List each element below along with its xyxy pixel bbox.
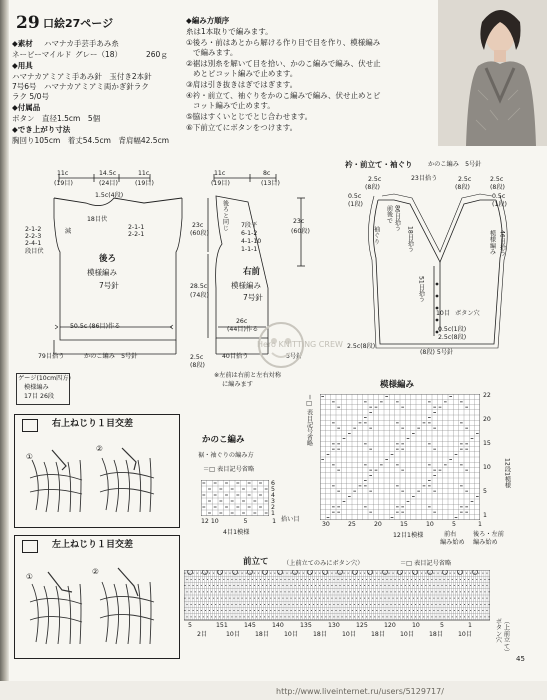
back-shoulder-sts-r: (19目) [135, 180, 154, 187]
book-spine [0, 0, 9, 700]
step-2b: めとピコット編みで止めます。 [193, 69, 298, 78]
kanoko-repeat: 4目1模様 [223, 529, 250, 536]
step-1: ①後ろ・前はあとから解ける作り目で目を作り、模様編み [186, 38, 381, 47]
kanoko-row-number-0: 6 [271, 480, 275, 487]
front-title: 右前 [243, 267, 261, 277]
front-body-height: 28.5c [190, 283, 208, 290]
collar-knit-label: 模様編み [488, 230, 496, 255]
band-spacing-4: 18目 [313, 631, 328, 638]
band-spacing-9: 10目 [458, 631, 473, 638]
back-decrease-mark: 減 [65, 228, 72, 235]
moyo-grid [320, 394, 480, 520]
step-4b: コット編みで止めます。 [193, 101, 275, 110]
back-neck-bindoff: 18目伏 [87, 216, 108, 223]
front-neck-rows: (60段) [291, 228, 310, 235]
collar-edge-2-rows: (8段) [455, 184, 470, 191]
moyo-col-number-6: 1 [478, 521, 482, 528]
back-shoulder-sts: (19目) [54, 180, 73, 187]
page-number: 45 [516, 655, 525, 663]
moyo-col-number-2: 20 [374, 521, 382, 528]
moyo-legend: ＝□ 表目記号省略 [305, 394, 313, 447]
front-shoulder-note: 後ろと同じ [221, 200, 229, 231]
kanoko-subtitle: 裾・袖ぐりの編み方 [198, 452, 254, 459]
kanoko-row-number-2: 4 [271, 492, 275, 499]
materials-heading: ◆素材 [12, 39, 33, 48]
moyo-row-number-1: 20 [483, 416, 491, 423]
back-dec-2: 2-2-3 [25, 233, 42, 240]
front-dec-2: 6-1-2 [241, 230, 258, 237]
tools-heading: ◆用具 [12, 61, 33, 70]
back-shoulder-width-r: 11c [138, 170, 150, 177]
model-photo [438, 0, 547, 146]
collar-pickup-back: 23目拾う [411, 175, 438, 182]
moyo-start-back-2: 編み始め [473, 539, 498, 546]
collar-note-1: 前後で [385, 205, 393, 224]
back-shoulder-width: 11c [57, 170, 69, 177]
collar-edge-5: 0.5c [492, 193, 506, 200]
collar-buttonhole: ボタン穴 [455, 310, 480, 317]
moyo-col-number-5: 5 [452, 521, 456, 528]
moyo-row-number-4: 5 [483, 488, 487, 495]
collar-edge-3: 0.5c [348, 193, 362, 200]
collar-edge-1: 2.5c [368, 176, 382, 183]
band-col-number-8: 10 [412, 622, 420, 629]
watermark-text: Hero KNITTING CREW [257, 340, 343, 349]
front-neck-width: 8c [263, 170, 271, 177]
twist-right-step1: ① [26, 452, 33, 461]
back-neck-sts: (24目) [99, 180, 118, 187]
band-col-number-6: 125 [356, 622, 368, 629]
tools-needles-2: 7号6号 ハマナカアミアミ両かぎ針ラク [12, 82, 149, 91]
moyo-start-back: 後ろ・左前 [473, 531, 504, 538]
materials-color: グレー（18） [75, 50, 123, 59]
front-armhole-rows: (60段) [190, 230, 209, 237]
back-dec-r2: 2-2-1 [128, 231, 145, 238]
collar-btn-count: 10目 [436, 310, 451, 317]
front-armhole-height: 23c [192, 222, 204, 229]
moyo-col-number-0: 30 [322, 521, 330, 528]
moyo-row-number-3: 10 [483, 464, 491, 471]
back-hem-stitch: かのこ編み 5号針 [84, 353, 138, 360]
back-neck-width: 14.5c [99, 170, 117, 177]
collar-stitch: かのこ編み 5号針 [428, 161, 482, 168]
collar-edge-1-rows: (8段) [365, 184, 380, 191]
band-col-number-3: 140 [272, 622, 284, 629]
band-col-number-4: 135 [300, 622, 312, 629]
kanoko-row-number-3: 3 [271, 498, 275, 505]
twist-left-step2: ② [92, 567, 99, 576]
band-spacing-2: 18目 [255, 631, 270, 638]
moyo-col-number-1: 25 [348, 521, 356, 528]
kanoko-legend: ＝□ 表目記号省略 [203, 466, 255, 473]
moyo-side-repeat: 12段1模様 [503, 458, 511, 489]
front-hem-needle: 5号針 [286, 353, 303, 360]
gauge-pattern: 模様編み [24, 384, 49, 391]
front-hem-height: 2.5c [190, 354, 204, 361]
step-0: 糸は1本取りで編みます。 [186, 27, 273, 36]
back-dec-1: 2-1-2 [25, 226, 42, 233]
collar-note-2: 86目拾う [393, 205, 401, 232]
back-dec-4: 段目伏 [25, 248, 44, 255]
band-col-number-0: 5 [188, 622, 192, 629]
size-heading: ◆でき上がり寸法 [12, 125, 71, 134]
band-col-number-5: 130 [328, 622, 340, 629]
step-3: ③肩は引き抜きはぎではぎます。 [186, 80, 298, 89]
back-neck-depth: 1.5c(4段) [95, 192, 124, 199]
moyo-row-number-5: 1 [483, 512, 487, 519]
band-col-number-10: 1 [468, 622, 472, 629]
front-cast-on: (44目)作る [227, 326, 259, 333]
kanoko-row-number-4: 2 [271, 504, 275, 511]
front-note-2: に編みます [222, 381, 253, 388]
band-col-number-7: 120 [384, 622, 396, 629]
front-body-rows: (74段) [190, 292, 209, 299]
gauge-title: ゲージ(10cm四方) [18, 375, 71, 382]
collar-edge-5-rows: (1段) [492, 201, 507, 208]
band-col-number-9: 5 [440, 622, 444, 629]
step-5: ⑤脇はすくいとじでとじ合わせます。 [186, 112, 313, 121]
photo-reference: 口絵27ページ [43, 17, 114, 30]
back-hem-pickup: 79目拾う [38, 353, 65, 360]
collar-title: 衿・前立て・袖ぐり [345, 160, 413, 169]
collar-edge-3-rows: (1段) [348, 201, 363, 208]
collar-bottom-1: 0.5c(1段) [438, 326, 467, 333]
pattern-number: 29 [16, 13, 40, 33]
moyo-title: 模様編み [380, 380, 415, 390]
moyo-start-right: 前右 [444, 531, 457, 538]
kanoko-row-number-1: 5 [271, 486, 275, 493]
band-buttonhole: ボタン穴 [494, 618, 502, 643]
front-dec-4: 1-1-1 [241, 246, 258, 253]
back-dec-r1: 2-1-1 [128, 224, 145, 231]
kanoko-direction: 拾い目 [281, 516, 300, 523]
front-dec-3: 4-1-10 [241, 238, 262, 245]
kanoko-col-numbers: 12 10 5 1 [201, 518, 277, 525]
front-hem-pickup: 40目拾う [222, 353, 249, 360]
back-cast-on: 50.5c (86目)作る [70, 323, 121, 330]
front-shoulder-sts: (19目) [211, 180, 230, 187]
front-width: 26c [236, 318, 248, 325]
band-buttonhole-note: （上前立て） [502, 618, 510, 656]
collar-armhole-label: 袖ぐり [372, 226, 380, 245]
back-pattern: 模様編み [87, 268, 117, 277]
band-subtitle: （上前立てのみにボタン穴） [283, 560, 364, 567]
gauge-values: 17目 26段 [24, 393, 55, 400]
materials-yarn: ハマナカ手芸手あみ糸 [44, 39, 119, 48]
collar-edge-4-rows: (8段) [490, 184, 505, 191]
moyo-col-number-4: 10 [426, 521, 434, 528]
collar-edge-2: 2.5c [458, 176, 472, 183]
size-values: 胸回り105cm 着丈54.5cm 背肩幅42.5cm [12, 136, 170, 145]
step-4: ④衿・前立て、袖ぐりをかのこ編みで編み、伏せ止めとピ [186, 91, 381, 100]
band-spacing-3: 10目 [284, 631, 299, 638]
band-spacing-6: 18目 [371, 631, 386, 638]
band-spacing-5: 10目 [342, 631, 357, 638]
collar-edge-4: 2.5c [490, 176, 504, 183]
materials-weight: 260ｇ [146, 50, 168, 59]
back-title: 後ろ [99, 254, 117, 264]
moyo-repeat: 12目1模様 [393, 532, 424, 539]
band-spacing-7: 10目 [400, 631, 415, 638]
moyo-row-number-0: 22 [483, 392, 491, 399]
twist-left-title: 左上ねじり１目交差 [52, 540, 134, 550]
front-needle: 7号針 [243, 293, 263, 302]
moyo-start-right-2: 編み始め [440, 539, 465, 546]
front-hem-rows: (8段) [190, 362, 205, 369]
kanoko-title: かのこ編み [202, 435, 245, 445]
collar-bottom-2: 2.5c(8段) [438, 334, 467, 341]
notions-heading: ◆付属品 [12, 103, 41, 112]
twist-left-step1: ① [26, 572, 33, 581]
band-col-number-1: 151 [216, 622, 228, 629]
collar-note-4: 51目拾う [417, 276, 425, 303]
moyo-row-number-2: 15 [483, 440, 491, 447]
band-col-number-2: 145 [244, 622, 256, 629]
notions-buttons: ボタン 直径1.5cm 5個 [12, 114, 101, 123]
back-needle: 7号針 [99, 281, 119, 290]
materials-yarn-name: ネービーマイルド [12, 50, 72, 59]
band-spacing-1: 10目 [226, 631, 241, 638]
band-spacing-0: 2目 [197, 631, 208, 638]
band-legend: ＝□ 表目記号省略 [400, 560, 452, 567]
front-pattern: 模様編み [231, 281, 261, 290]
moyo-col-number-3: 15 [400, 521, 408, 528]
collar-bottom-left: 2.5c(8段) [347, 343, 376, 350]
back-dec-3: 2-4-1 [25, 240, 42, 247]
steps-heading: ◆編み方順序 [186, 16, 230, 25]
front-dec-1: 7段平 [241, 222, 258, 229]
collar-band-needle: (8段) 5号針 [420, 349, 454, 356]
step-2: ②裾は別糸を解いて目を拾い、かのこ編みで編み、伏せ止 [186, 59, 381, 68]
twist-right-step2: ② [96, 444, 103, 453]
front-neck-height: 23c [293, 218, 305, 225]
tools-hook: ラク 5/0号 [12, 92, 49, 101]
band-title: 前立て [243, 557, 269, 567]
twist-right-title: 右上ねじり１目交差 [52, 419, 134, 429]
watermark-url: http://www.liveinternet.ru/users/5129717/ [276, 687, 444, 696]
front-shoulder-width: 11c [214, 170, 226, 177]
step-1b: で編みます。 [193, 48, 238, 57]
collar-note-3: 18目拾う [406, 226, 414, 253]
kanoko-row-number-5: 1 [271, 510, 275, 517]
step-6: ⑥下前立てにボタンをつけます。 [186, 123, 298, 132]
collar-armhole-pickup: 46目拾う [498, 230, 506, 257]
front-neck-sts: (13目) [261, 180, 280, 187]
kanoko-grid [201, 480, 269, 516]
band-spacing-8: 18目 [429, 631, 444, 638]
band-grid [184, 570, 490, 640]
tools-needles-1: ハマナカアミアミ手あみ針 玉付き2本針 [12, 72, 152, 81]
front-note-1: ※左前は右前と左右対称 [214, 372, 282, 379]
